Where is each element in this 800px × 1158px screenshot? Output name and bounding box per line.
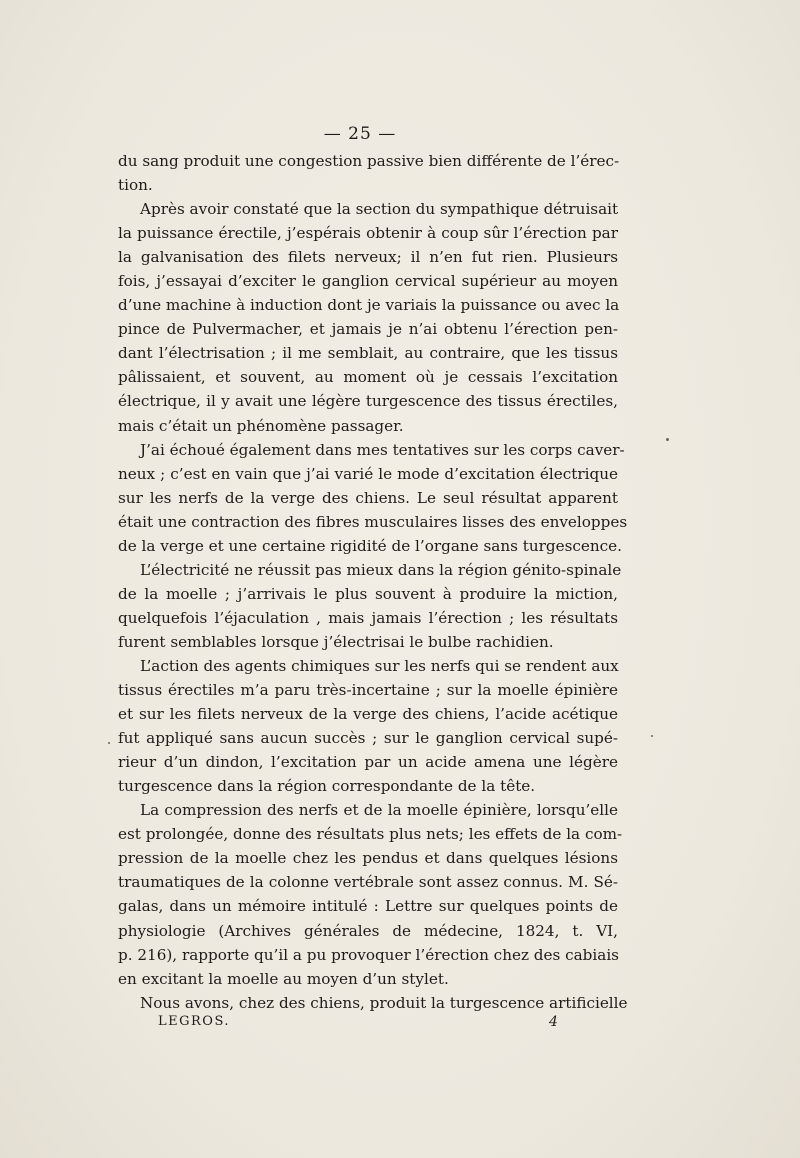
text-line: était une contraction des fibres musculaires lisses des enveloppes xyxy=(118,512,628,531)
text-line: fut appliqué sans aucun succès ; sur le ganglion cervical supé- xyxy=(118,729,618,748)
text-line: fois, j’essayai d’exciter le ganglion cervical supérieur au moyen xyxy=(118,272,618,291)
text-line: physiologie (Archives générales de médecine, 1824, t. VI, xyxy=(118,921,618,940)
text-line: tissus érectiles m’a paru très-incertaine ; sur la moelle épinière xyxy=(118,681,618,700)
body-text xyxy=(118,149,628,1015)
text-line: neux ; c’est en vain que j’ai varié le mode d’excitation électrique xyxy=(118,464,618,483)
footer-author: LEGROS. xyxy=(158,1014,231,1029)
text-line: quelquefois l’éjaculation , mais jamais l’érection ; les résultats xyxy=(118,608,618,627)
text-line: en excitant la moelle au moyen d’un stylet. xyxy=(118,969,449,988)
page-number: — 25 — xyxy=(323,124,397,144)
text-line: furent semblables lorsque j’électrisai le bulbe rachidien. xyxy=(118,632,554,651)
text-line: sur les nerfs de la verge des chiens. Le seul résultat apparent xyxy=(118,488,618,507)
paper-speck xyxy=(666,438,669,441)
text-line: d’une machine à induction dont je variais la puissance ou avec la xyxy=(118,296,620,315)
text-line: rieur d’un dindon, l’excitation par un acide amena une légère xyxy=(118,753,618,772)
text-line: La compression des nerfs et de la moelle épinière, lorsqu’elle xyxy=(140,801,618,820)
text-line: électrique, il y avait une légère turgescence des tissus érectiles, xyxy=(118,392,618,411)
text-line: la galvanisation des filets nerveux; il n’en fut rien. Plusieurs xyxy=(118,248,618,267)
text-line: pression de la moelle chez les pendus et dans quelques lésions xyxy=(118,849,618,868)
text-line: Nous avons, chez des chiens, produit la turgescence artificielle xyxy=(140,993,628,1012)
text-line: galas, dans un mémoire intitulé : Lettre sur quelques points de xyxy=(118,897,618,916)
text-line: mais c’était un phénomène passager. xyxy=(118,416,404,435)
paper-speck xyxy=(108,742,110,744)
text-line: dant l’électrisation ; il me semblait, au contraire, que les tissus xyxy=(118,344,618,363)
paper-speck xyxy=(651,735,653,737)
text-line: tion. xyxy=(118,176,153,195)
text-line: L’action des agents chimiques sur les nerfs qui se rendent aux xyxy=(140,656,619,675)
text-line: traumatiques de la colonne vertébrale sont assez connus. M. Sé- xyxy=(118,873,618,892)
text-line: turgescence dans la région correspondante de la tête. xyxy=(118,777,536,796)
text-line: de la verge et une certaine rigidité de l’organe sans turgescence. xyxy=(118,536,622,555)
text-line: p. 216), rapporte qu’il a pu provoquer l’érection chez des cabiais xyxy=(118,945,619,964)
footer-signature-mark: 4 xyxy=(549,1014,558,1030)
text-line: Après avoir constaté que la section du sympathique détruisait xyxy=(140,200,619,219)
text-line: et sur les filets nerveux de la verge des chiens, l’acide acétique xyxy=(118,705,618,724)
text-line: du sang produit une congestion passive bien différente de l’érec- xyxy=(118,152,620,170)
text-line: la puissance érectile, j’espérais obtenir à coup sûr l’érection par xyxy=(118,224,618,243)
text-line: J’ai échoué également dans mes tentatives sur les corps caver- xyxy=(140,440,625,459)
text-line: pâlissaient, et souvent, au moment où je cessais l’excitation xyxy=(118,368,618,387)
text-line: de la moelle ; j’arrivais le plus souvent à produire la miction, xyxy=(118,584,618,603)
text-line: pince de Pulvermacher, et jamais je n’ai obtenu l’érection pen- xyxy=(118,320,618,339)
text-line: est prolongée, donne des résultats plus nets; les effets de la com- xyxy=(118,825,623,844)
text-line: L’électricité ne réussit pas mieux dans la région génito-spinale xyxy=(140,560,622,579)
